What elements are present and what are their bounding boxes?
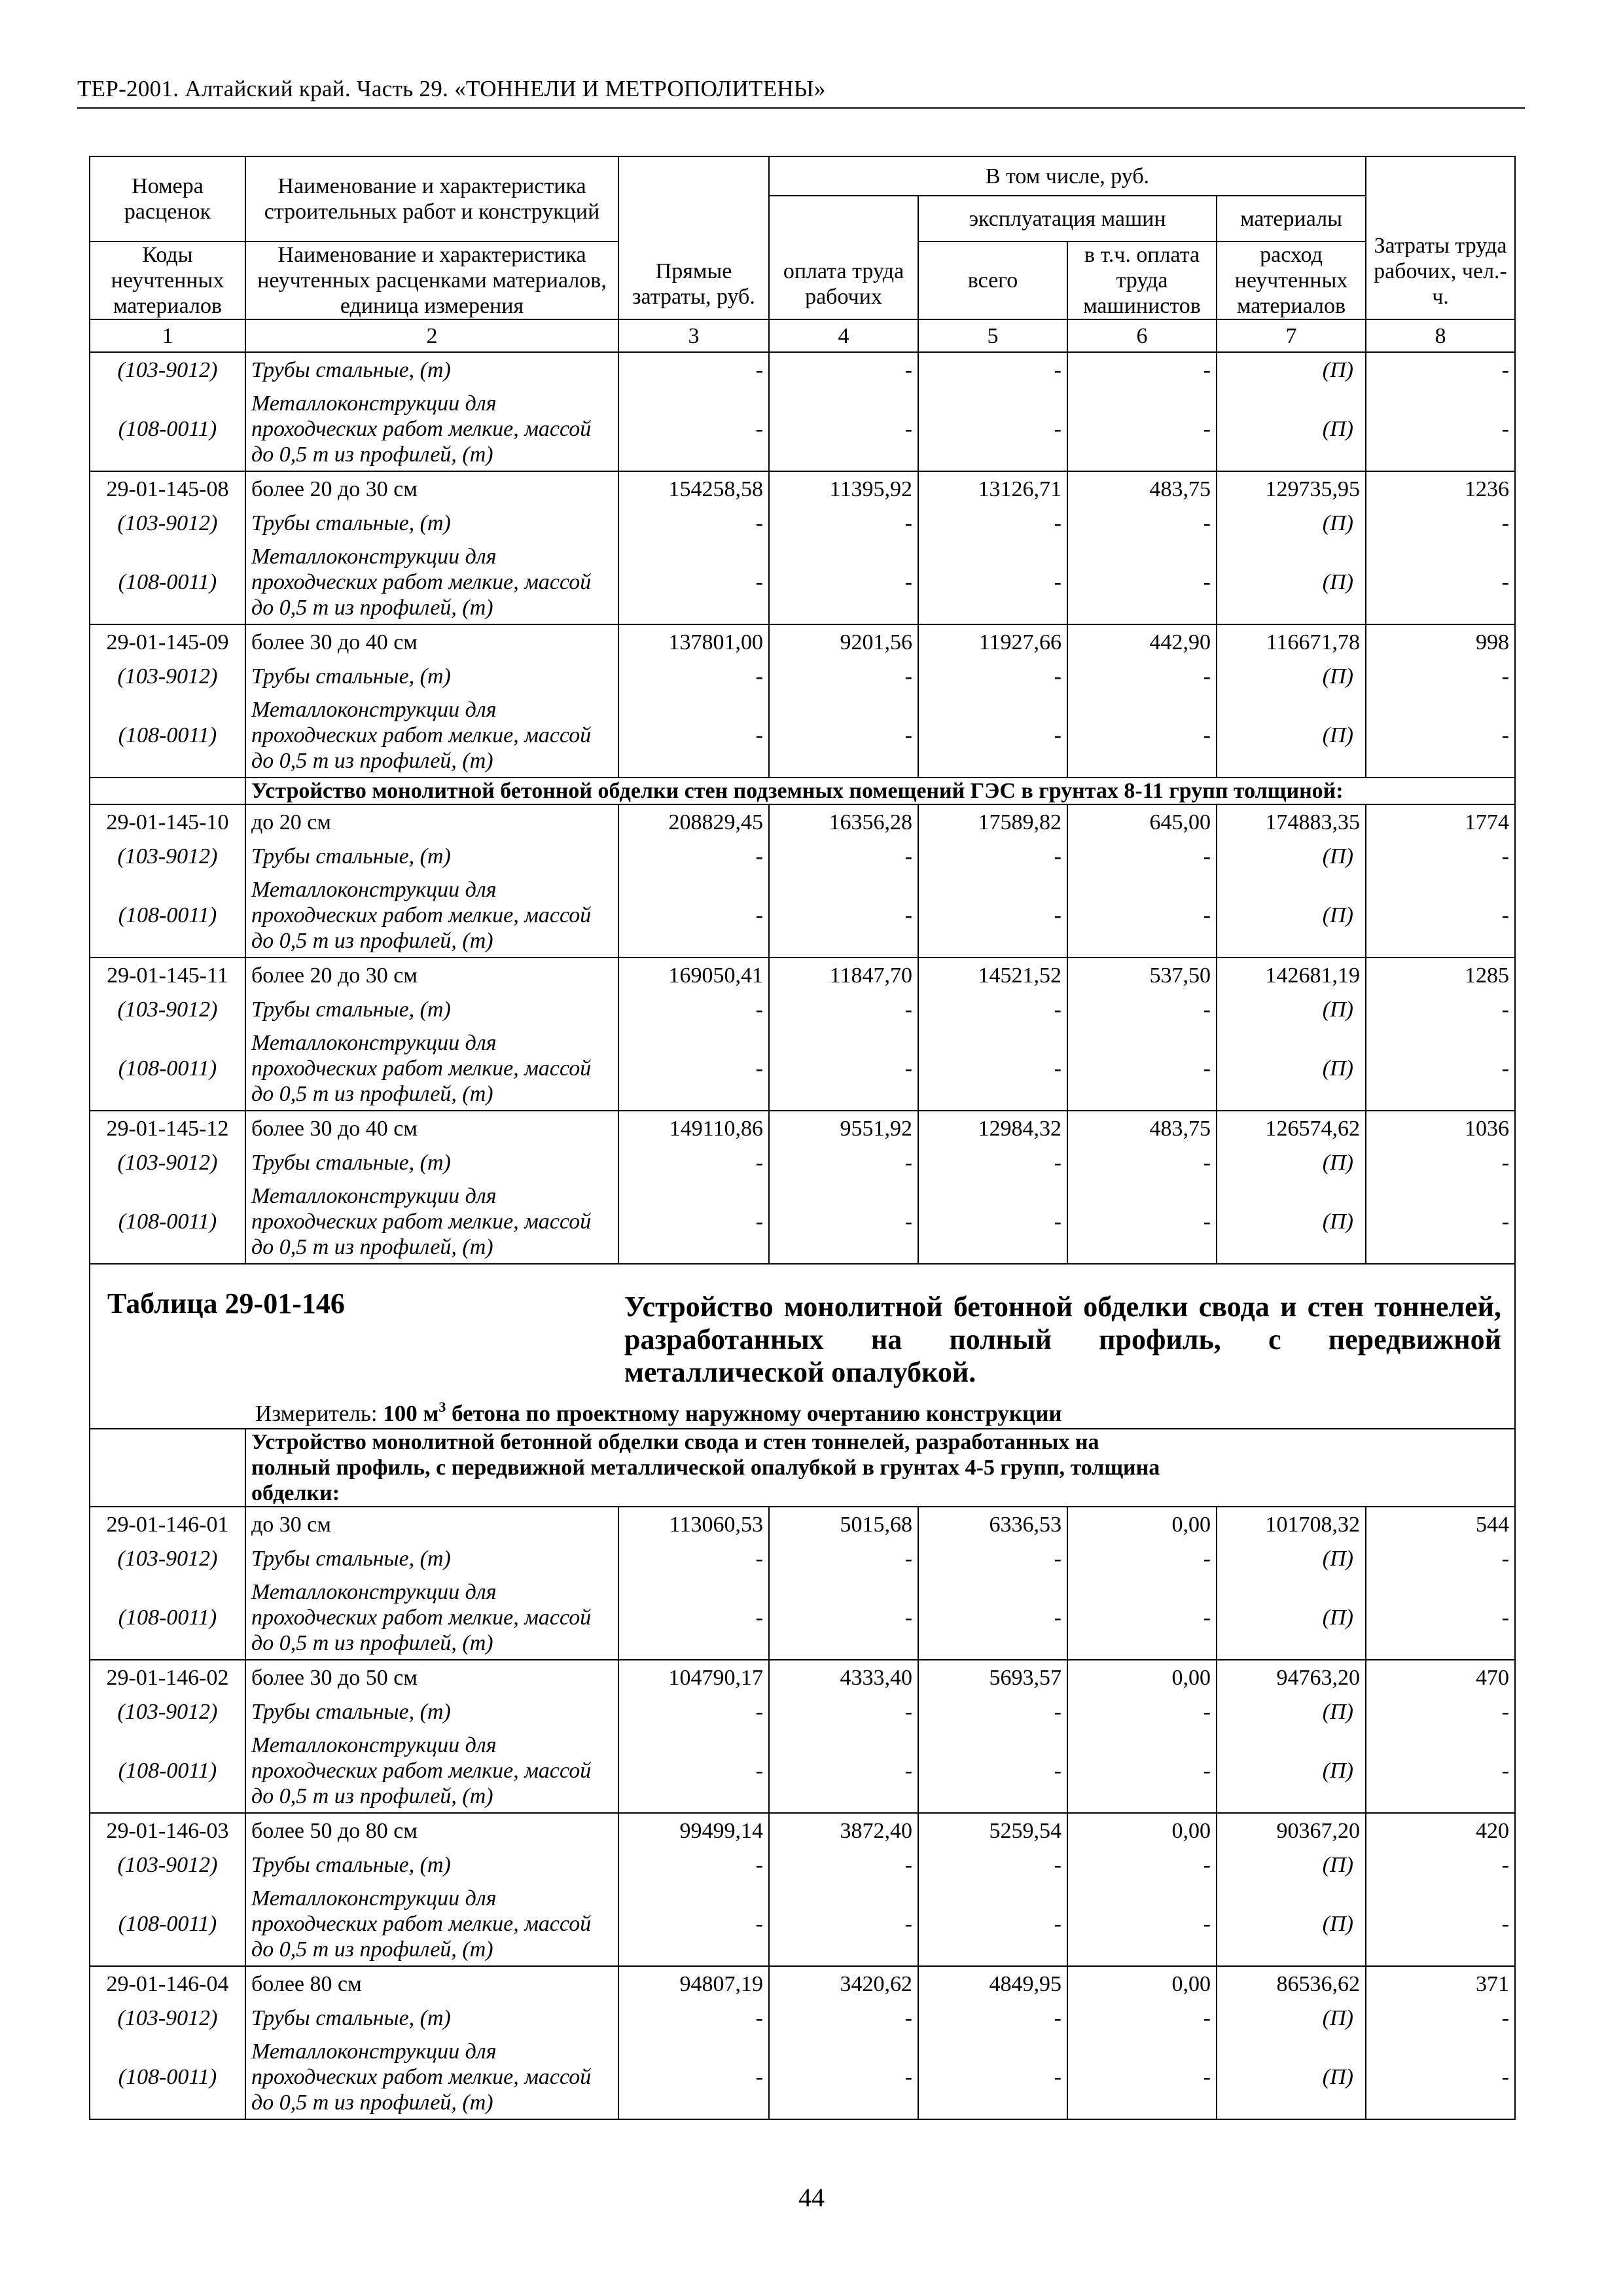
- cell-dash: -: [769, 352, 918, 387]
- rate-code: 29-01-145-08: [90, 471, 245, 506]
- material-row: [90, 659, 1515, 693]
- cell-dash: -: [769, 540, 918, 624]
- header-row-1: [90, 156, 1515, 196]
- rate-name: до 20 см: [245, 804, 618, 839]
- direct-costs: 208829,45: [618, 804, 769, 839]
- material-row: [90, 1026, 1515, 1111]
- header-work-name: Наименование и характеристика строительных работ и конструкций: [245, 156, 618, 242]
- column-numbers-row: [90, 319, 1515, 352]
- operator-pay: 645,00: [1067, 804, 1217, 839]
- material-row: [90, 2035, 1515, 2119]
- material-name: Трубы стальные, (т): [245, 1541, 618, 1575]
- material-code: (108-0011): [90, 1179, 245, 1264]
- cell-dash: -: [1067, 1729, 1217, 1813]
- direct-costs: 113060,53: [618, 1507, 769, 1541]
- material-code: (103-9012): [90, 352, 245, 387]
- cell-dash: -: [1366, 352, 1515, 387]
- cell-dash: -: [1067, 2035, 1217, 2119]
- material-name: Трубы стальные, (т): [245, 506, 618, 540]
- material-name: Трубы стальные, (т): [245, 992, 618, 1026]
- table-meter: Измеритель: 100 $м^3$ бетона по проектному наружному очертанию конструкции: [255, 1399, 1062, 1426]
- material-name: Металлоконструкции для проходческих работ мелкие, массой до 0,5 т из профилей, (т): [245, 1729, 618, 1813]
- cell-dash: -: [618, 1541, 769, 1575]
- direct-costs: 99499,14: [618, 1813, 769, 1848]
- material-code: (103-9012): [90, 506, 245, 540]
- cell-dash: -: [1067, 1541, 1217, 1575]
- cell-dash: -: [918, 1848, 1067, 1882]
- operator-pay: 0,00: [1067, 1966, 1217, 2001]
- cell-dash: -: [769, 1882, 918, 1966]
- material-use: 174883,35: [1217, 804, 1366, 839]
- cell-dash: -: [1366, 2035, 1515, 2119]
- cell-dash: -: [918, 2035, 1067, 2119]
- cell-dash: -: [1366, 1848, 1515, 1882]
- cell-dash: -: [1067, 992, 1217, 1026]
- material-code: (108-0011): [90, 540, 245, 624]
- labor-hours: 998: [1366, 624, 1515, 659]
- cell-p-mark: (П): [1217, 1848, 1366, 1882]
- labor-hours: 544: [1366, 1507, 1515, 1541]
- cell-p-mark: (П): [1217, 1145, 1366, 1179]
- material-use: 129735,95: [1217, 471, 1366, 506]
- cell-dash: -: [1067, 659, 1217, 693]
- material-name: Металлоконструкции для проходческих работ мелкие, массой до 0,5 т из профилей, (т): [245, 2035, 618, 2119]
- header-rate-numbers: Номера расценок: [90, 156, 245, 242]
- cell-dash: -: [1366, 540, 1515, 624]
- material-row: [90, 352, 1515, 387]
- material-code: (108-0011): [90, 1575, 245, 1660]
- rate-code: 29-01-145-12: [90, 1111, 245, 1145]
- material-name: Трубы стальные, (т): [245, 1848, 618, 1882]
- labor-pay: 11847,70: [769, 958, 918, 992]
- material-code: (108-0011): [90, 1882, 245, 1966]
- cell-p-mark: (П): [1217, 659, 1366, 693]
- cell-p-mark: (П): [1217, 1729, 1366, 1813]
- col-number: 5: [918, 319, 1067, 352]
- cell-dash: -: [1366, 839, 1515, 873]
- cell-dash: -: [1366, 2001, 1515, 2035]
- table-name: Устройство монолитной бетонной обделки свода и стен тоннелей, разработанных на полный профиль, с передвижной металлической опалубкой.: [624, 1291, 1501, 1388]
- cell-dash: -: [618, 506, 769, 540]
- cell-dash: -: [1067, 2001, 1217, 2035]
- rate-name: более 50 до 80 см: [245, 1813, 618, 1848]
- material-name: Металлоконструкции для проходческих работ мелкие, массой до 0,5 т из профилей, (т): [245, 540, 618, 624]
- cell-dash: -: [1366, 992, 1515, 1026]
- table-number: Таблица 29-01-146: [107, 1287, 345, 1319]
- rate-row: [90, 1660, 1515, 1695]
- cell-dash: -: [618, 2035, 769, 2119]
- cell-dash: -: [1366, 387, 1515, 471]
- cell-dash: -: [1366, 506, 1515, 540]
- material-use: 86536,62: [1217, 1966, 1366, 2001]
- cell-p-mark: (П): [1217, 1575, 1366, 1660]
- cell-dash: -: [918, 693, 1067, 778]
- rate-name: более 20 до 30 см: [245, 958, 618, 992]
- col-number: 3: [618, 319, 769, 352]
- header-in-that-number: В том числе, руб.: [769, 156, 1366, 196]
- col-number: 7: [1217, 319, 1366, 352]
- rate-code: 29-01-145-10: [90, 804, 245, 839]
- rate-row: [90, 804, 1515, 839]
- cell-dash: -: [769, 693, 918, 778]
- cell-dash: -: [618, 992, 769, 1026]
- material-row: [90, 387, 1515, 471]
- cell-dash: -: [918, 1541, 1067, 1575]
- material-code: (103-9012): [90, 1145, 245, 1179]
- operator-pay: 0,00: [1067, 1507, 1217, 1541]
- material-name: Металлоконструкции для проходческих работ мелкие, массой до 0,5 т из профилей, (т): [245, 693, 618, 778]
- cell-p-mark: (П): [1217, 540, 1366, 624]
- cell-dash: -: [1366, 1729, 1515, 1813]
- labor-pay: 16356,28: [769, 804, 918, 839]
- material-code: (103-9012): [90, 839, 245, 873]
- header-labor-costs: Затраты труда рабочих, чел.-ч.: [1366, 156, 1515, 319]
- cell-dash: -: [918, 540, 1067, 624]
- material-use: 126574,62: [1217, 1111, 1366, 1145]
- machine-total: 5259,54: [918, 1813, 1067, 1848]
- cell-dash: -: [1067, 1575, 1217, 1660]
- cell-p-mark: (П): [1217, 1026, 1366, 1111]
- labor-pay: 5015,68: [769, 1507, 918, 1541]
- header-material-name: Наименование и характеристика неучтенных расценками материалов, единица измерения: [245, 242, 618, 319]
- material-code: (108-0011): [90, 1729, 245, 1813]
- material-row: [90, 1179, 1515, 1264]
- rate-code: 29-01-146-04: [90, 1966, 245, 2001]
- material-code: (108-0011): [90, 1026, 245, 1111]
- cell-dash: -: [618, 1882, 769, 1966]
- cell-dash: -: [618, 540, 769, 624]
- machine-total: 12984,32: [918, 1111, 1067, 1145]
- material-row: [90, 1541, 1515, 1575]
- price-table: [89, 156, 1516, 2120]
- cell-dash: -: [1067, 1026, 1217, 1111]
- cell-dash: -: [618, 1848, 769, 1882]
- cell-p-mark: (П): [1217, 506, 1366, 540]
- cell-dash: -: [618, 352, 769, 387]
- cell-dash: -: [769, 2001, 918, 2035]
- cell-dash: -: [618, 873, 769, 958]
- cell-dash: -: [618, 1729, 769, 1813]
- cell-dash: -: [918, 2001, 1067, 2035]
- material-code: (103-9012): [90, 2001, 245, 2035]
- labor-pay: 3420,62: [769, 1966, 918, 2001]
- rate-code: 29-01-146-03: [90, 1813, 245, 1848]
- cell-p-mark: (П): [1217, 1541, 1366, 1575]
- direct-costs: 104790,17: [618, 1660, 769, 1695]
- cell-dash: -: [1366, 1145, 1515, 1179]
- cell-dash: -: [1067, 506, 1217, 540]
- material-code: (108-0011): [90, 873, 245, 958]
- cell-p-mark: (П): [1217, 352, 1366, 387]
- cell-dash: -: [769, 1575, 918, 1660]
- material-code: (103-9012): [90, 1695, 245, 1729]
- operator-pay: 483,75: [1067, 471, 1217, 506]
- machine-total: 4849,95: [918, 1966, 1067, 2001]
- operator-pay: 0,00: [1067, 1660, 1217, 1695]
- cell-dash: -: [1366, 1695, 1515, 1729]
- rate-row: [90, 1111, 1515, 1145]
- material-code: (103-9012): [90, 992, 245, 1026]
- labor-hours: 470: [1366, 1660, 1515, 1695]
- cell-dash: -: [918, 839, 1067, 873]
- section-title: Устройство монолитной бетонной обделки стен подземных помещений ГЭС в грунтах 8-11 групп толщиной:: [245, 778, 1515, 804]
- cell-dash: -: [1366, 1541, 1515, 1575]
- material-name: Трубы стальные, (т): [245, 2001, 618, 2035]
- col-number: 8: [1366, 319, 1515, 352]
- cell-dash: -: [618, 1695, 769, 1729]
- cell-p-mark: (П): [1217, 2035, 1366, 2119]
- operator-pay: 537,50: [1067, 958, 1217, 992]
- direct-costs: 137801,00: [618, 624, 769, 659]
- labor-hours: 371: [1366, 1966, 1515, 2001]
- material-use: 94763,20: [1217, 1660, 1366, 1695]
- col-number: 6: [1067, 319, 1217, 352]
- cell-dash: -: [769, 1541, 918, 1575]
- material-name: Металлоконструкции для проходческих работ мелкие, массой до 0,5 т из профилей, (т): [245, 1179, 618, 1264]
- material-code: (103-9012): [90, 1541, 245, 1575]
- cell-dash: -: [918, 1695, 1067, 1729]
- material-row: [90, 506, 1515, 540]
- rate-name: более 80 см: [245, 1966, 618, 2001]
- direct-costs: 149110,86: [618, 1111, 769, 1145]
- page-header: [77, 73, 1525, 109]
- material-row: [90, 1848, 1515, 1882]
- material-code: (108-0011): [90, 2035, 245, 2119]
- labor-pay: 3872,40: [769, 1813, 918, 1848]
- cell-dash: -: [1067, 540, 1217, 624]
- machine-total: 6336,53: [918, 1507, 1067, 1541]
- operator-pay: 0,00: [1067, 1813, 1217, 1848]
- material-name: Металлоконструкции для проходческих работ мелкие, массой до 0,5 т из профилей, (т): [245, 1882, 618, 1966]
- machine-total: 14521,52: [918, 958, 1067, 992]
- machine-total: 17589,82: [918, 804, 1067, 839]
- cell-dash: -: [769, 839, 918, 873]
- labor-pay: 9551,92: [769, 1111, 918, 1145]
- cell-dash: -: [769, 1179, 918, 1264]
- cell-dash: -: [1067, 1695, 1217, 1729]
- cell-dash: -: [769, 659, 918, 693]
- cell-dash: -: [769, 1729, 918, 1813]
- cell-dash: -: [618, 1145, 769, 1179]
- rate-row: [90, 1966, 1515, 2001]
- cell-dash: -: [918, 873, 1067, 958]
- cell-dash: -: [1366, 873, 1515, 958]
- section-row: [90, 778, 1515, 804]
- material-code: (103-9012): [90, 1848, 245, 1882]
- material-row: [90, 873, 1515, 958]
- rate-name: более 30 до 40 см: [245, 1111, 618, 1145]
- cell-dash: -: [918, 1026, 1067, 1111]
- material-code: (103-9012): [90, 659, 245, 693]
- section-row: [90, 1429, 1515, 1507]
- cell-p-mark: (П): [1217, 1882, 1366, 1966]
- cell-dash: -: [1366, 693, 1515, 778]
- labor-pay: 11395,92: [769, 471, 918, 506]
- cell-dash: -: [1067, 1179, 1217, 1264]
- cell-dash: -: [918, 1882, 1067, 1966]
- cell-dash: -: [918, 1729, 1067, 1813]
- cell-dash: -: [1366, 1882, 1515, 1966]
- col-number: 1: [90, 319, 245, 352]
- rate-row: [90, 1813, 1515, 1848]
- rate-row: [90, 471, 1515, 506]
- cell-dash: -: [769, 1848, 918, 1882]
- cell-dash: -: [918, 1145, 1067, 1179]
- cell-dash: -: [1366, 1026, 1515, 1111]
- cell-dash: -: [618, 1179, 769, 1264]
- machine-total: 5693,57: [918, 1660, 1067, 1695]
- cell-dash: -: [1067, 1848, 1217, 1882]
- material-code: (108-0011): [90, 693, 245, 778]
- cell-p-mark: (П): [1217, 1179, 1366, 1264]
- rate-row: [90, 958, 1515, 992]
- material-row: [90, 540, 1515, 624]
- cell-dash: -: [769, 1695, 918, 1729]
- cell-dash: -: [918, 992, 1067, 1026]
- header-direct-costs: Прямые затраты, руб.: [618, 156, 769, 319]
- cell-dash: -: [769, 1145, 918, 1179]
- cell-dash: -: [618, 659, 769, 693]
- cell-dash: -: [1067, 387, 1217, 471]
- cell-p-mark: (П): [1217, 387, 1366, 471]
- cell-dash: -: [769, 506, 918, 540]
- cell-dash: -: [1067, 873, 1217, 958]
- cell-p-mark: (П): [1217, 693, 1366, 778]
- labor-hours: 420: [1366, 1813, 1515, 1848]
- cell-dash: -: [618, 693, 769, 778]
- header-codes: Коды неучтенных материалов: [90, 242, 245, 319]
- header-materials: материалы: [1217, 196, 1366, 242]
- cell-dash: -: [918, 506, 1067, 540]
- cell-p-mark: (П): [1217, 992, 1366, 1026]
- rate-name: до 30 см: [245, 1507, 618, 1541]
- cell-dash: -: [769, 873, 918, 958]
- machine-total: 13126,71: [918, 471, 1067, 506]
- cell-dash: -: [1067, 1145, 1217, 1179]
- cell-dash: -: [1067, 1882, 1217, 1966]
- material-name: Трубы стальные, (т): [245, 659, 618, 693]
- cell-dash: -: [1366, 1179, 1515, 1264]
- table-title-row: [90, 1264, 1515, 1429]
- section-title: Устройство монолитной бетонной обделки свода и стен тоннелей, разработанных на полный профиль, с передвижной металлической опалубкой в грунтах 4-5 групп, толщина обделки:: [245, 1429, 1515, 1507]
- labor-hours: 1236: [1366, 471, 1515, 506]
- labor-hours: 1285: [1366, 958, 1515, 992]
- direct-costs: 154258,58: [618, 471, 769, 506]
- material-name: Трубы стальные, (т): [245, 352, 618, 387]
- labor-hours: 1036: [1366, 1111, 1515, 1145]
- cell-dash: -: [618, 1026, 769, 1111]
- rate-code: 29-01-145-11: [90, 958, 245, 992]
- material-row: [90, 2001, 1515, 2035]
- material-code: (108-0011): [90, 387, 245, 471]
- rate-row: [90, 624, 1515, 659]
- cell-dash: -: [618, 387, 769, 471]
- cell-dash: -: [618, 839, 769, 873]
- labor-pay: 4333,40: [769, 1660, 918, 1695]
- cell-dash: -: [918, 352, 1067, 387]
- rate-code: 29-01-146-01: [90, 1507, 245, 1541]
- rate-row: [90, 1507, 1515, 1541]
- page-number: 44: [798, 2183, 825, 2212]
- direct-costs: 94807,19: [618, 1966, 769, 2001]
- header-total: всего: [918, 242, 1067, 319]
- header-material-use: расход неучтенных материалов: [1217, 242, 1366, 319]
- material-row: [90, 1729, 1515, 1813]
- col-number: 4: [769, 319, 918, 352]
- cell-dash: -: [1067, 352, 1217, 387]
- material-row: [90, 1882, 1515, 1966]
- cell-dash: -: [1067, 839, 1217, 873]
- direct-costs: 169050,41: [618, 958, 769, 992]
- material-row: [90, 1145, 1515, 1179]
- cell-dash: -: [1067, 693, 1217, 778]
- rate-code: 29-01-145-09: [90, 624, 245, 659]
- material-name: Трубы стальные, (т): [245, 1695, 618, 1729]
- labor-hours: 1774: [1366, 804, 1515, 839]
- operator-pay: 442,90: [1067, 624, 1217, 659]
- material-use: 142681,19: [1217, 958, 1366, 992]
- material-row: [90, 693, 1515, 778]
- cell-dash: -: [1366, 659, 1515, 693]
- material-use: 116671,78: [1217, 624, 1366, 659]
- page-header-text: ТЕР-2001. Алтайский край. Часть 29. «ТОННЕЛИ И МЕТРОПОЛИТЕНЫ»: [77, 76, 826, 101]
- cell-p-mark: (П): [1217, 873, 1366, 958]
- material-name: Металлоконструкции для проходческих работ мелкие, массой до 0,5 т из профилей, (т): [245, 873, 618, 958]
- material-row: [90, 1575, 1515, 1660]
- header-labor-pay: оплата труда рабочих: [769, 196, 918, 319]
- material-row: [90, 839, 1515, 873]
- rate-name: более 30 до 40 см: [245, 624, 618, 659]
- operator-pay: 483,75: [1067, 1111, 1217, 1145]
- material-name: Трубы стальные, (т): [245, 839, 618, 873]
- cell-dash: -: [918, 1179, 1067, 1264]
- cell-dash: -: [618, 2001, 769, 2035]
- cell-dash: -: [918, 659, 1067, 693]
- cell-dash: -: [918, 1575, 1067, 1660]
- cell-dash: -: [769, 2035, 918, 2119]
- machine-total: 11927,66: [918, 624, 1067, 659]
- material-name: Металлоконструкции для проходческих работ мелкие, массой до 0,5 т из профилей, (т): [245, 1026, 618, 1111]
- cell-dash: -: [618, 1575, 769, 1660]
- cell-p-mark: (П): [1217, 1695, 1366, 1729]
- cell-p-mark: (П): [1217, 839, 1366, 873]
- cell-dash: -: [769, 992, 918, 1026]
- rate-name: более 20 до 30 см: [245, 471, 618, 506]
- cell-dash: -: [1366, 1575, 1515, 1660]
- cell-dash: -: [769, 387, 918, 471]
- material-use: 101708,32: [1217, 1507, 1366, 1541]
- col-number: 2: [245, 319, 618, 352]
- material-row: [90, 1695, 1515, 1729]
- material-name: Трубы стальные, (т): [245, 1145, 618, 1179]
- header-operator-pay: в т.ч. оплата труда машинистов: [1067, 242, 1217, 319]
- material-name: Металлоконструкции для проходческих работ мелкие, массой до 0,5 т из профилей, (т): [245, 387, 618, 471]
- material-name: Металлоконструкции для проходческих работ мелкие, массой до 0,5 т из профилей, (т): [245, 1575, 618, 1660]
- material-use: 90367,20: [1217, 1813, 1366, 1848]
- rate-name: более 30 до 50 см: [245, 1660, 618, 1695]
- cell-dash: -: [769, 1026, 918, 1111]
- cell-p-mark: (П): [1217, 2001, 1366, 2035]
- cell-dash: -: [918, 387, 1067, 471]
- header-machine-operation: эксплуатация машин: [918, 196, 1217, 242]
- material-row: [90, 992, 1515, 1026]
- rate-code: 29-01-146-02: [90, 1660, 245, 1695]
- labor-pay: 9201,56: [769, 624, 918, 659]
